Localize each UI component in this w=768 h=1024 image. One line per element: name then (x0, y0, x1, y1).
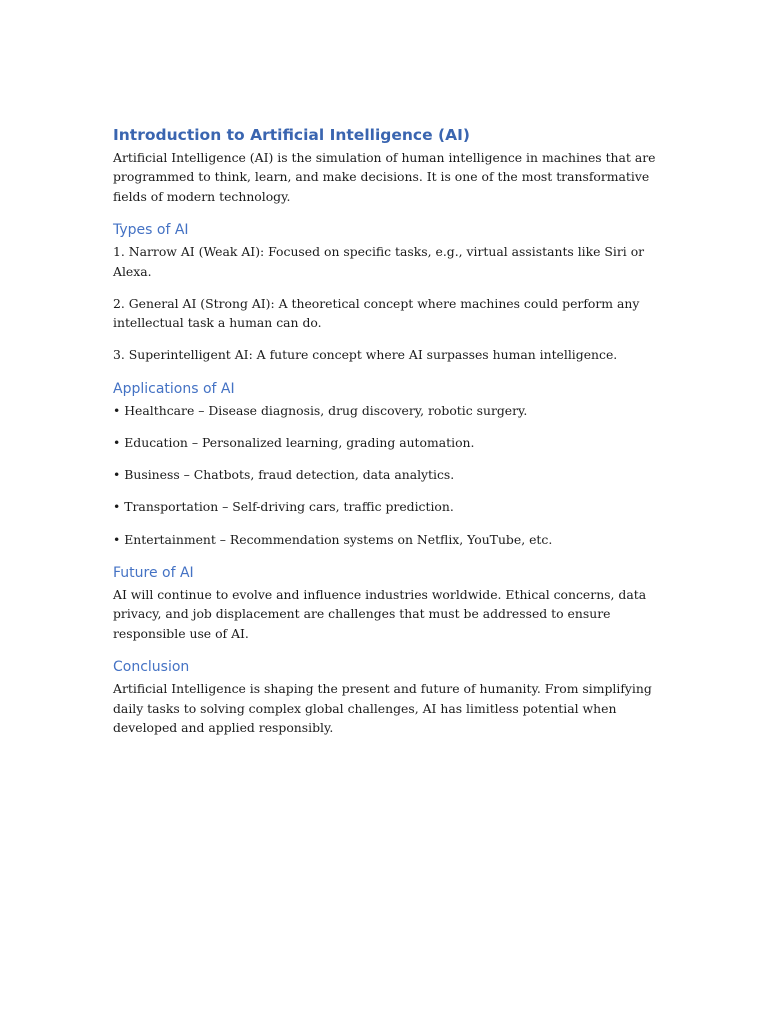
intro-paragraph: Artificial Intelligence (AI) is the simulation of human intelligence in machines that are programmed to think, learn, and make decisions. It is one of the most transformative fields of modern technology. (113, 150, 656, 204)
conclusion-paragraph: Artificial Intelligence is shaping the present and future of humanity. From simplifying daily tasks to solving complex global challenges, AI has limitless potential when developed and applied responsibly. (113, 681, 652, 736)
document-title: Introduction to Artificial Intelligence (AI) (113, 126, 470, 144)
future-paragraph: AI will continue to evolve and influence industries worldwide. Ethical concerns, data privacy, and job displacement are challenges that must be addressed to ensure responsible use of AI. (113, 587, 647, 641)
conclusion-heading: Conclusion (113, 659, 190, 676)
applications-item-healthcare: • Healthcare – Disease diagnosis, drug discovery, robotic surgery. (113, 402, 528, 418)
applications-item-business: • Business – Chatbots, fraud detection, data analytics. (113, 467, 455, 483)
applications-list (113, 401, 658, 549)
applications-item-transportation: • Transportation – Self-driving cars, traffic prediction. (113, 499, 454, 515)
types-item-superintelligent: 3. Superintelligent AI: A future concept where AI surpasses human intelligence. (113, 347, 618, 363)
types-item-narrow: 1. Narrow AI (Weak AI): Focused on specific tasks, e.g., virtual assistants like Siri or Alexa. (113, 244, 645, 279)
types-list (113, 242, 658, 365)
types-item-general: 2. General AI (Strong AI): A theoretical concept where machines could perform any intellectual task a human can do. (113, 295, 640, 331)
types-heading: Types of AI (113, 222, 189, 239)
applications-item-education: • Education – Personalized learning, grading automation. (113, 435, 475, 451)
future-heading: Future of AI (113, 565, 194, 582)
document-page (113, 124, 658, 738)
applications-heading: Applications of AI (113, 380, 235, 397)
applications-item-entertainment: • Entertainment – Recommendation systems on Netflix, YouTube, etc. (113, 531, 553, 547)
